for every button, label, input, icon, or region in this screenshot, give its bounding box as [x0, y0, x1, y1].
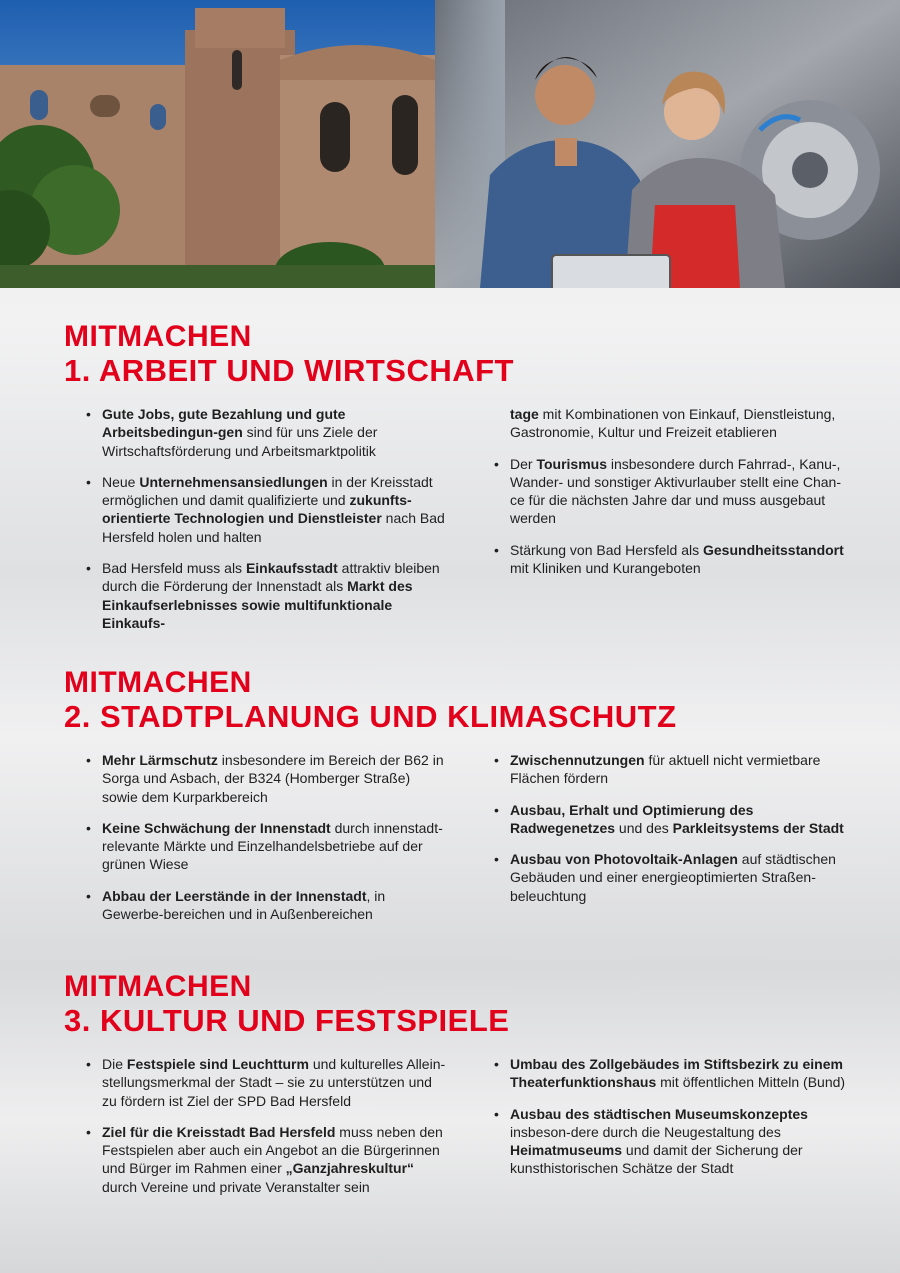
text: mit Kombinationen von Einkauf, Dienstleistung, Gastronomie, Kultur und Freizeit etablieren	[510, 406, 836, 441]
bullet-item	[86, 887, 446, 924]
text: durch Vereine und private Veranstalter sein	[102, 1178, 370, 1195]
left-column	[86, 405, 446, 645]
text: muss neben den Festspielen aber auch ein Angebot an die Bürgerinnen und Bürger im Rahmen einer	[102, 1123, 443, 1177]
bullet-item	[86, 1123, 446, 1196]
text: insbesondere im Bereich der B62 in Sorga und Asbach, der B324 (Homberger Straße) sowie dem Kurparkbereich	[102, 752, 444, 805]
text: in der Kreisstadt ermöglichen und damit qualifizierte und	[102, 473, 433, 509]
bullet-item	[86, 1055, 446, 1110]
bold-text: Parkleitsystems der Stadt	[672, 819, 844, 836]
bold-text: Ausbau des städtischen Museumskonzeptes	[510, 1105, 808, 1122]
bold-text: Heimatmuseums	[510, 1142, 623, 1159]
bullet-item	[86, 751, 446, 806]
bullet-item	[494, 850, 846, 905]
left-column	[86, 1055, 446, 1209]
text: Die	[102, 1056, 127, 1072]
bullet-item	[86, 473, 446, 546]
bullet-item	[494, 1105, 846, 1178]
text: mit Kliniken und Kurangeboten	[510, 560, 701, 577]
section-title: 1. ARBEIT UND WIRTSCHAFT	[64, 353, 514, 388]
right-column	[494, 405, 846, 590]
section-stadtplanung-klimaschutz	[64, 666, 854, 923]
section-arbeit-wirtschaft	[64, 320, 854, 631]
bullet-item	[494, 455, 846, 528]
section-title: 2. STADTPLANUNG UND KLIMASCHUTZ	[64, 699, 677, 734]
bold-text: Ausbau von Photovoltaik-Anlagen	[510, 851, 738, 868]
bold-text: Gute Jobs, gute Bezahlung und gute Arbeitsbedingun-gen	[102, 406, 346, 441]
text: Stärkung von Bad Hersfeld als	[510, 541, 703, 558]
section-kultur-festspiele	[64, 970, 854, 1195]
bold-text: Unternehmensansiedlungen	[139, 473, 328, 490]
bold-text: Ausbau, Erhalt und Optimierung des Radwegenetzes	[510, 801, 754, 836]
right-column	[494, 1055, 846, 1191]
bullet-item	[86, 559, 446, 632]
bold-text: tage	[510, 406, 539, 422]
section-kicker: MITMACHEN	[64, 970, 252, 1003]
text: und damit der Sicherung der kunsthistorischen Schätze der Stadt	[510, 1142, 803, 1177]
text: Bad Hersfeld muss als	[102, 560, 246, 577]
section-kicker: MITMACHEN	[64, 320, 252, 353]
text: durch innenstadt-relevante Märkte und Einzelhandelsbetriebe auf der grünen Wiese	[102, 819, 443, 873]
text: attraktiv bleiben durch die Förderung der Innenstadt als	[102, 560, 440, 595]
text: sind für uns Ziele der Wirtschaftsförderung und Arbeitsmarktpolitik	[102, 424, 378, 459]
hero-image	[0, 0, 900, 288]
bullet-item	[494, 1055, 846, 1092]
bold-text: Zwischennutzungen	[510, 752, 645, 768]
text: für aktuell nicht vermietbare Flächen fördern	[510, 752, 821, 787]
bold-text: Abbau der Leerstände in der Innenstadt	[102, 887, 367, 904]
bold-text: Keine Schwächung der Innenstadt	[102, 819, 331, 836]
bold-text: Mehr Lärmschutz	[102, 752, 218, 768]
bullet-item	[494, 801, 846, 838]
bold-text: Ziel für die Kreisstadt Bad Hersfeld	[102, 1123, 336, 1140]
bold-text: zukunfts-orientierte Technologien und Dienstleister	[102, 492, 412, 527]
section-title: 3. KULTUR UND FESTSPIELE	[64, 1003, 510, 1038]
bullet-item	[494, 751, 846, 788]
bullet-item	[86, 405, 446, 460]
text: und des	[615, 819, 673, 836]
text: insbeson-dere durch die Neugestaltung des	[510, 1123, 781, 1140]
bold-text: Gesundheitsstandort	[703, 541, 844, 558]
text: , in Gewerbe-bereichen und in Außenbereichen	[102, 887, 386, 923]
text: und kulturelles Allein-stellungsmerkmal der Stadt – sie zu unterstützen und zu fördern ist Ziel der SPD Bad Hersfeld	[102, 1056, 446, 1109]
bold-text: Festspiele sind Leuchtturm	[126, 1056, 309, 1072]
section-kicker: MITMACHEN	[64, 666, 252, 699]
bold-text: Umbau des Zollgebäudes im Stiftsbezirk zu einem Theaterfunktionshaus	[510, 1056, 843, 1091]
left-column	[86, 751, 446, 936]
text: nach Bad Hersfeld holen und halten	[102, 510, 445, 545]
bold-text: Markt des Einkaufserlebnisses sowie multifunktionale Einkaufs-	[102, 578, 413, 631]
text: auf städtischen Gebäuden und einer energieoptimierten Straßen-beleuchtung	[510, 851, 836, 904]
bullet-item	[494, 541, 846, 578]
bold-text: Tourismus	[536, 455, 607, 472]
text: insbesondere durch Fahrrad-, Kanu-, Wander- und sonstiger Aktivurlauber stellt eine Chan-ce für die nächsten Jahre dar und muss ausgebaut werden	[510, 455, 841, 527]
bold-text: Einkaufsstadt	[245, 560, 338, 577]
bullet-item	[494, 405, 846, 442]
text: Neue	[102, 473, 140, 490]
text: mit öffentlichen Mitteln (Bund)	[656, 1074, 846, 1091]
bold-text: „Ganzjahreskultur“	[285, 1160, 415, 1177]
right-column	[494, 751, 846, 918]
text: Der	[510, 455, 537, 472]
bullet-item	[86, 819, 446, 874]
